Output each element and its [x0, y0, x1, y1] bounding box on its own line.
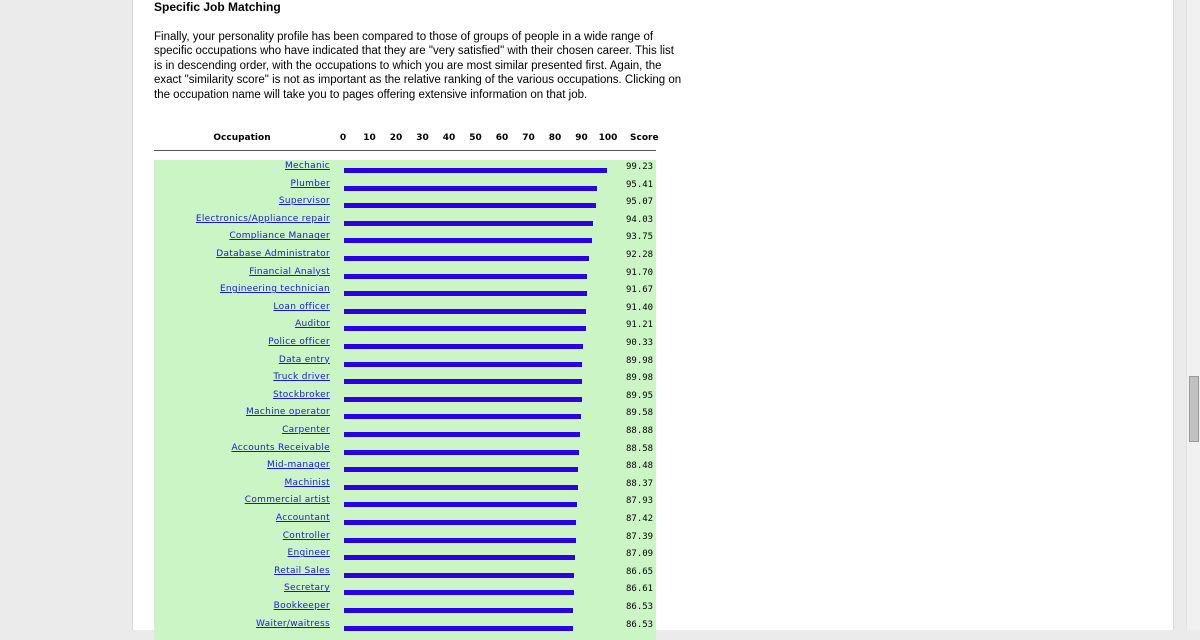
score-bar	[344, 397, 582, 402]
vertical-scrollbar[interactable]	[1186, 0, 1200, 630]
occupation-link[interactable]: Police officer	[268, 337, 330, 347]
occupation-link[interactable]: Data entry	[278, 354, 330, 365]
score-bar	[344, 326, 586, 331]
score-bar	[344, 467, 578, 472]
occupation-link[interactable]: Accountant	[275, 513, 330, 523]
scale-tick-label: 0	[339, 133, 347, 143]
score-value: 89.98	[626, 355, 654, 366]
score-bar	[344, 344, 583, 349]
score-value: 87.39	[626, 531, 654, 542]
result-row	[154, 618, 656, 636]
score-bar	[344, 238, 592, 243]
result-row	[154, 318, 656, 336]
intro-paragraph: Finally, your personality profile has been compared to those of groups of people in a wide range of specific occupations who have indicated that they are "very satisfied" with their chosen career. This list is in descending order, with the occupations to which you are most similar presented first. Again, the exact "similarity score" is not as important as the relative ranking of the various occupations. Clicking on the occupation name will take you to pages offering extensive information on that job.	[154, 31, 682, 101]
score-bar	[344, 555, 575, 560]
result-row	[154, 213, 656, 231]
score-value: 91.21	[626, 320, 654, 331]
score-bar	[344, 608, 573, 613]
result-row	[154, 512, 656, 530]
result-row	[154, 266, 656, 284]
score-value: 89.98	[626, 373, 654, 384]
score-bar	[344, 502, 577, 507]
result-row	[154, 459, 656, 477]
occupation-link[interactable]: Financial Analyst	[249, 266, 330, 277]
occupation-link[interactable]: Engineer	[287, 548, 330, 559]
result-row	[154, 371, 656, 389]
occupation-link[interactable]: Accounts Receivable	[231, 442, 330, 453]
occupation-link[interactable]: Stockbroker	[272, 389, 330, 400]
score-value: 95.41	[626, 179, 654, 190]
score-value: 87.93	[626, 496, 654, 507]
scale-tick-label: 80	[548, 133, 562, 143]
occupation-column-header: Occupation	[213, 133, 271, 143]
result-row	[154, 442, 656, 460]
results-header	[154, 128, 659, 151]
score-bar	[344, 520, 576, 525]
result-row	[154, 406, 656, 424]
score-bar	[344, 221, 593, 226]
score-value: 86.65	[626, 566, 654, 577]
occupation-link[interactable]: Carpenter	[282, 425, 330, 435]
score-bar	[344, 186, 597, 191]
occupation-link[interactable]: Electronics/Appliance repair	[195, 213, 330, 224]
occupation-link[interactable]: Mid-manager	[267, 460, 330, 471]
occupation-link[interactable]: Supervisor	[278, 196, 330, 207]
occupation-link[interactable]: Retail Sales	[274, 565, 330, 576]
score-value: 91.67	[626, 285, 654, 296]
score-bar	[344, 432, 580, 437]
score-value: 88.58	[626, 443, 654, 454]
scale-tick-label: 40	[442, 133, 456, 143]
scale-tick-label: 70	[522, 133, 535, 143]
score-value: 93.75	[626, 232, 654, 243]
scale-tick-label: 30	[416, 133, 429, 143]
scale-tick-label: 50	[469, 133, 482, 143]
score-value: 90.33	[626, 338, 654, 348]
score-bar	[344, 573, 574, 578]
score-value: 86.61	[626, 584, 654, 595]
score-value: 87.09	[626, 549, 654, 560]
score-bar	[344, 291, 587, 296]
score-value: 95.07	[626, 197, 654, 208]
score-bar	[344, 203, 596, 208]
occupation-link[interactable]: Controller	[282, 530, 330, 541]
result-row	[154, 547, 656, 565]
result-row	[154, 565, 656, 583]
occupation-link[interactable]: Auditor	[295, 319, 330, 330]
scrollbar-thumb[interactable]	[1189, 376, 1199, 442]
score-bar	[344, 168, 607, 173]
result-row	[154, 582, 656, 600]
scale-tick-label: 90	[575, 133, 588, 143]
result-row	[154, 248, 656, 266]
occupation-link[interactable]: Plumber	[290, 178, 330, 189]
section-title: Specific Job Matching	[154, 0, 281, 14]
score-bar	[344, 485, 578, 490]
result-row	[154, 178, 656, 196]
score-bar	[344, 414, 581, 419]
occupation-link[interactable]: Machinist	[284, 477, 330, 488]
score-value: 91.70	[626, 267, 654, 278]
occupation-link[interactable]: Compliance Manager	[229, 231, 330, 242]
occupation-link[interactable]: Engineering technician	[219, 284, 330, 295]
score-value: 86.53	[626, 619, 654, 630]
result-row	[154, 600, 656, 618]
occupation-link[interactable]: Database Administrator	[216, 249, 330, 259]
score-value: 88.48	[626, 461, 654, 472]
score-bar	[344, 309, 586, 314]
result-row	[154, 160, 656, 178]
result-row	[154, 195, 656, 213]
result-row	[154, 230, 656, 248]
score-value: 87.42	[626, 514, 654, 524]
occupation-link[interactable]: Waiter/waitress	[256, 618, 330, 629]
result-row	[154, 424, 656, 442]
occupation-link[interactable]: Secretary	[283, 583, 330, 594]
occupation-link[interactable]: Machine operator	[245, 407, 330, 418]
score-value: 92.28	[626, 250, 654, 260]
result-row	[154, 283, 656, 301]
score-value: 94.03	[626, 214, 654, 225]
result-row	[154, 477, 656, 495]
score-bar	[344, 256, 589, 261]
occupation-link[interactable]: Bookkeeper	[273, 601, 330, 611]
occupation-link[interactable]: Truck driver	[273, 372, 330, 383]
score-value: 89.58	[626, 408, 654, 419]
result-row	[154, 336, 656, 354]
result-row	[154, 389, 656, 407]
score-bar	[344, 450, 579, 455]
score-bar	[344, 590, 574, 595]
result-row	[154, 494, 656, 512]
score-bar	[344, 362, 582, 367]
score-value: 86.53	[626, 602, 654, 612]
score-value: 88.88	[626, 426, 654, 436]
score-column-header: Score	[630, 133, 659, 143]
score-value: 89.95	[626, 390, 654, 401]
score-bar	[344, 538, 576, 543]
occupation-link[interactable]: Loan officer	[273, 301, 330, 312]
score-value: 99.23	[626, 162, 654, 172]
result-row	[154, 301, 656, 319]
scale-tick-label: 60	[495, 133, 509, 143]
results-list	[154, 160, 656, 640]
score-bar	[344, 379, 582, 384]
scale-tick-label: 20	[389, 133, 403, 143]
result-row	[154, 354, 656, 372]
scale-tick-label: 10	[363, 133, 376, 143]
result-row	[154, 530, 656, 548]
score-value: 91.40	[626, 302, 654, 313]
scale-tick-label: 100	[598, 133, 618, 143]
occupation-link[interactable]: Commercial artist	[244, 495, 330, 506]
score-bar	[344, 274, 587, 279]
occupation-link[interactable]: Mechanic	[284, 161, 330, 171]
score-value: 88.37	[626, 478, 654, 489]
